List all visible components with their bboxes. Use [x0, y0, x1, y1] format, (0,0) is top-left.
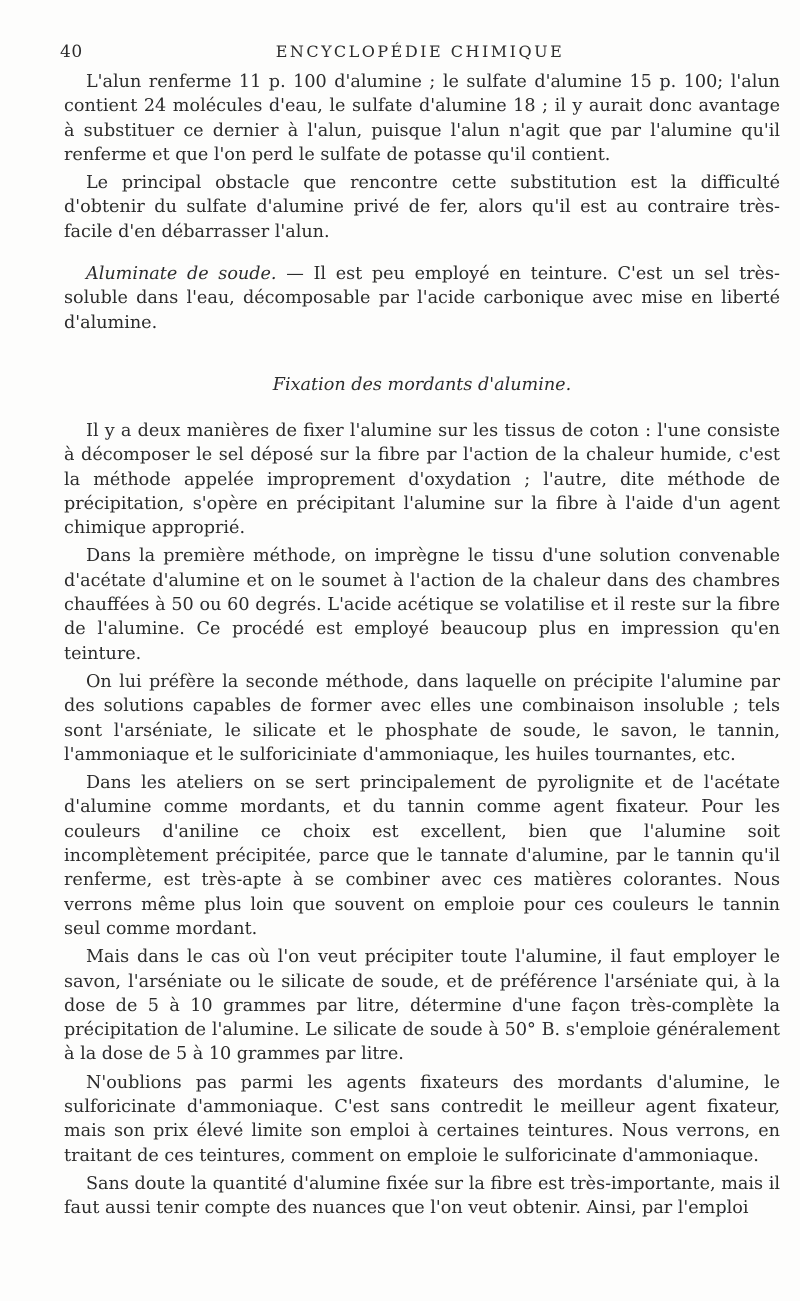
page-number: 40: [60, 42, 83, 62]
body-text: [64, 70, 780, 1224]
paragraph-nuances: Sans doute la quantité d'alumine fixée sur la fibre est très-importante, mais il faut aussi tenir compte des nuances que l'on veut obtenir. Ainsi, par l'emploi: [64, 1173, 780, 1219]
paragraph-aluminate: [64, 262, 780, 335]
paragraph-obstacle: Le principal obstacle que rencontre cette substitution est la difficulté d'obtenir du sulfate d'alumine privé de fer, alors qu'il est au contraire très-facile d'en débarrasser l'alun.: [64, 173, 780, 242]
paragraph-sulforicinate: N'oublions pas parmi les agents fixateurs des mordants d'alumine, le sulforicinate d'ammoniaque. C'est sans contredit le meilleur agent fixateur, mais son prix élevé limite son emploi à certaines teintures. Nous verrons, en traitant de ces teintures, comment on emploie le sulforicinate d'ammoniaque.: [64, 1072, 780, 1166]
running-title: ENCYCLOPÉDIE CHIMIQUE: [275, 42, 565, 61]
paragraph-first-method: Dans la première méthode, on imprègne le tissu d'une solution convenable d'acétate d'alumine et on le soumet à l'action de la chaleur dans des chambres chauffées à 50 ou 60 degrés. L'acide acétique se volatilise et il reste sur la fibre de l'alumine. Ce procédé est employé beaucoup plus en impression qu'en teinture.: [64, 546, 780, 664]
paragraph-second-method: On lui préfère la seconde méthode, dans laquelle on précipite l'alumine par des solutions capables de former avec elles une combinaison insoluble ; tels sont l'arséniate, le silicate et le phosphate de soude, le savon, le tannin, l'ammoniaque et le sulforiciniate d'ammoniaque, les huiles tournantes, etc.: [64, 671, 780, 765]
paragraph-two-methods: Il y a deux manières de fixer l'alumine sur les tissus de coton : l'une consiste à décomposer le sel déposé sur la fibre par l'action de la chaleur humide, c'est la méthode appelée improprement d'oxydation ; l'autre, dite méthode de précipitation, s'opère en précipitant l'alumine sur la fibre à l'aide d'un agent chimique approprié.: [64, 420, 780, 539]
aluminate-text: — Il est peu employé en teinture. C'est un sel très-soluble dans l'eau, décomposable par l'acide carbonique avec mise en liberté d'alumine.: [64, 264, 780, 333]
page-header: [60, 42, 780, 66]
paragraph-ateliers: Dans les ateliers on se sert principalement de pyrolignite et de l'acétate d'alumine comme mordants, et du tannin comme agent fixateur. Pour les couleurs d'aniline ce choix est excellent, bien que l'alumine soit incomplètement précipitée, parce que le tannate d'alumine, par le tannin qu'il renferme, est très-apte à se combiner avec ces matières colorantes. Nous verrons même plus loin que souvent on emploie pour ces couleurs le tannin seul comme mordant.: [64, 773, 780, 939]
paragraph-alun: L'alun renferme 11 p. 100 d'alumine ; le sulfate d'alumine 15 p. 100; l'alun contient 24 molécules d'eau, le sulfate d'alumine 18 ; il y aurait donc avantage à substituer ce dernier à l'alun, puisque l'alun n'agit que par l'alumine qu'il renferme et que l'on perd le sulfate de potasse qu'il contient.: [64, 72, 780, 165]
paragraph-precipitation: Mais dans le cas où l'on veut précipiter toute l'alumine, il faut employer le savon, l'arséniate ou le silicate de soude, et de préférence l'arséniate qui, à la dose de 5 à 10 grammes par litre, détermine d'une façon très-complète la précipitation de l'alumine. Le silicate de soude à 50° B. s'emploie généralement à la dose de 5 à 10 grammes par litre.: [64, 947, 780, 1065]
aluminate-term: Aluminate de soude.: [86, 264, 277, 285]
section-heading: Fixation des mordants d'alumine.: [272, 374, 572, 395]
